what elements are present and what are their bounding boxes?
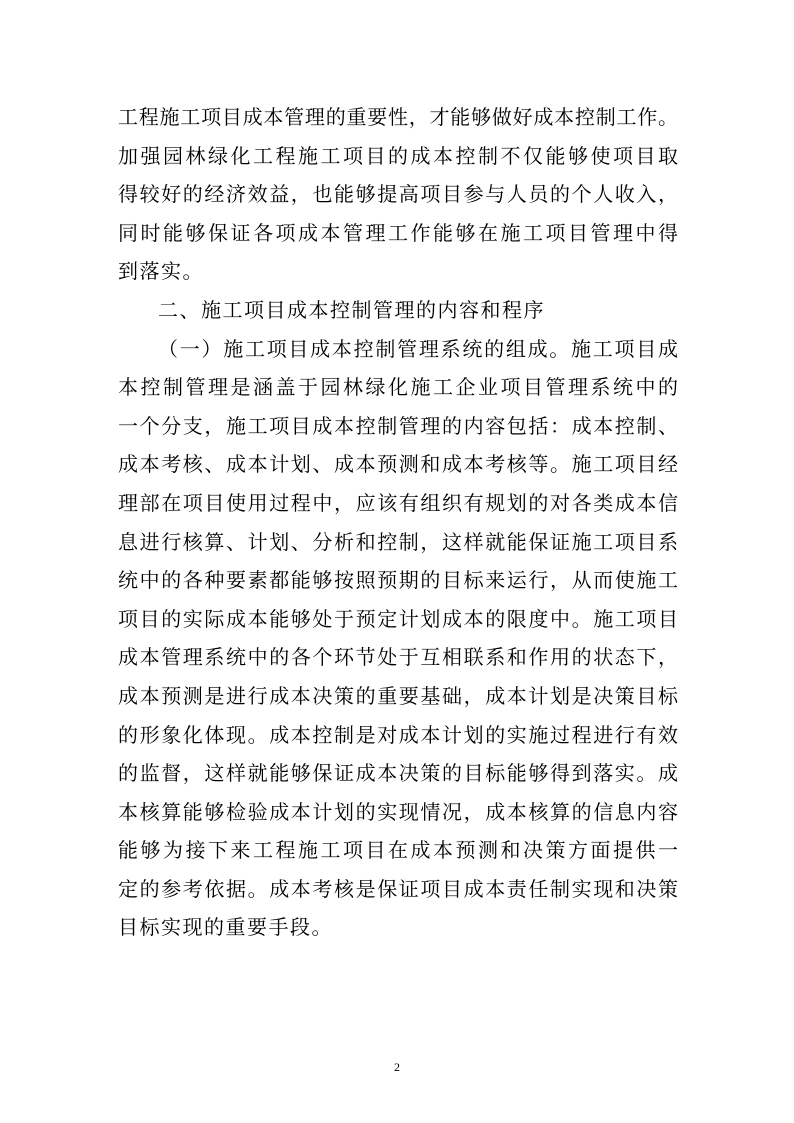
text-line: 工程施工项目成本管理的重要性，才能够做好成本控制工作。 (118, 105, 678, 129)
text-line: 的形象化体现。成本控制是对成本计划的实施过程进行有效 (118, 722, 678, 747)
text-line: 理部在项目使用过程中，应该有组织有规划的对各类成本信 (118, 490, 678, 515)
text-line: 成本管理系统中的各个环节处于互相联系和作用的状态下， (118, 645, 678, 670)
text-line: 本核算能够检验成本计划的实现情况，成本核算的信息内容 (118, 799, 678, 824)
text-line: 息进行核算、计划、分析和控制，这样就能保证施工项目系 (118, 529, 678, 554)
body-text (118, 98, 678, 947)
text-line: 加强园林绿化工程施工项目的成本控制不仅能够使项目取 (118, 143, 678, 168)
text-line: 成本预测是进行成本决策的重要基础，成本计划是决策目标 (118, 683, 678, 708)
text-line: 的监督，这样就能够保证成本决策的目标能够得到落实。成 (118, 761, 678, 786)
text-line: 统中的各种要素都能够按照预期的目标来运行，从而使施工 (118, 568, 678, 593)
text-line: 同时能够保证各项成本管理工作能够在施工项目管理中得 (118, 220, 678, 245)
text-line: 成本考核、成本计划、成本预测和成本考核等。施工项目经 (118, 452, 678, 477)
page-number: 2 (394, 1060, 400, 1074)
text-line: 本控制管理是涵盖于园林绿化施工企业项目管理系统中的 (118, 375, 678, 400)
text-line: 项目的实际成本能够处于预定计划成本的限度中。施工项目 (118, 606, 678, 631)
text-line: 能够为接下来工程施工项目在成本预测和决策方面提供一 (118, 838, 678, 863)
text-line: 目标实现的重要手段。 (118, 915, 333, 940)
text-line: 得较好的经济效益，也能够提高项目参与人员的个人收入， (118, 182, 678, 207)
text-line: 定的参考依据。成本考核是保证项目成本责任制实现和决策 (118, 876, 678, 901)
text-line: 二、施工项目成本控制管理的内容和程序 (158, 297, 545, 322)
text-line: 一个分支，施工项目成本控制管理的内容包括：成本控制、 (118, 413, 678, 438)
text-line: 到落实。 (118, 259, 204, 284)
text-line: （一）施工项目成本控制管理系统的组成。施工项目成 (158, 336, 678, 361)
